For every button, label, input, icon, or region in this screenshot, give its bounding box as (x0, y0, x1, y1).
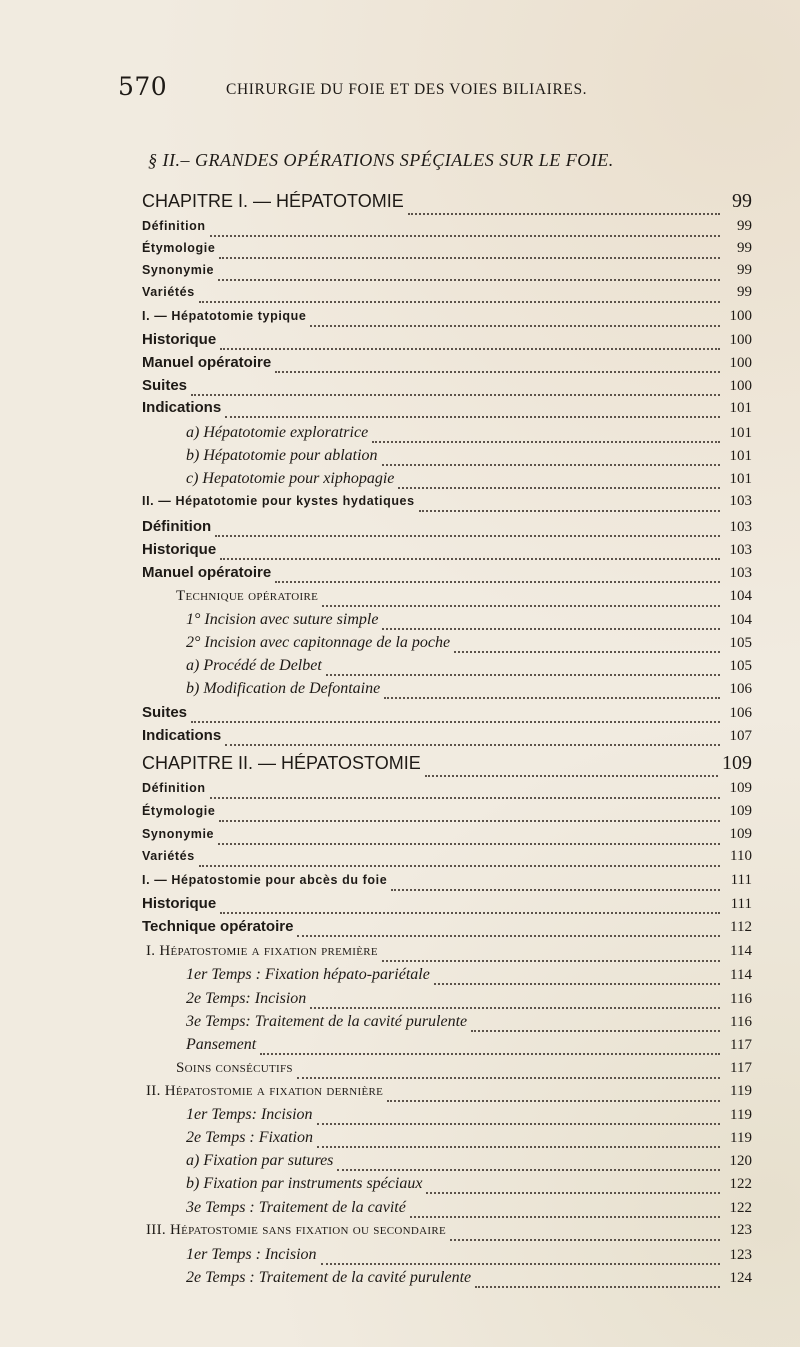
toc-entry (142, 918, 752, 940)
toc-entry-page: 123 (729, 1247, 752, 1263)
toc-entry-page: 103 (729, 565, 752, 581)
toc-entry (186, 447, 752, 469)
dot-leader (297, 935, 720, 937)
toc-entry (176, 1060, 752, 1082)
toc-entry-label: I. Hépatostomie a fixation première (146, 943, 378, 959)
dot-leader (260, 1053, 720, 1055)
toc-entry (142, 564, 752, 586)
dot-leader (426, 1192, 720, 1194)
toc-entry-page: 111 (730, 896, 752, 912)
toc-entry-label: b) Fixation par instruments spéciaux (186, 1175, 423, 1192)
dot-leader (275, 371, 720, 373)
toc-entry (186, 1269, 752, 1291)
toc-entry-label: Historique (142, 895, 217, 912)
dot-leader (471, 1030, 720, 1032)
toc-entry-page: 100 (729, 378, 752, 394)
toc-entry-label: II. — Hépatotomie pour kystes hydatiques (142, 494, 415, 508)
toc-entry (142, 752, 752, 780)
toc-entry-page: 105 (729, 658, 752, 674)
dot-leader (391, 889, 720, 891)
dot-leader (219, 820, 720, 822)
toc-entry-label: Manuel opératoire (142, 564, 272, 581)
dot-leader (384, 697, 720, 699)
toc-entry (142, 377, 752, 399)
toc-entry-label: Suites (142, 704, 188, 721)
toc-entry-page: 116 (730, 1014, 752, 1030)
toc-entry-page: 111 (730, 872, 752, 888)
dot-leader (454, 651, 720, 653)
toc-entry-label: 2e Temps : Traitement de la cavité purulente (186, 1269, 472, 1286)
toc-entry (146, 1083, 752, 1105)
dot-leader (382, 464, 720, 466)
dot-leader (382, 960, 720, 962)
dot-leader (322, 605, 720, 607)
toc-entry-label: Variétés (142, 849, 195, 863)
toc-entry-label: Définition (142, 219, 206, 233)
dot-leader (425, 775, 718, 777)
toc-entry-page: 101 (729, 425, 752, 441)
dot-leader (199, 865, 720, 867)
toc-entry-page: 103 (729, 542, 752, 558)
dot-leader (408, 213, 720, 215)
toc-entry-label: Historique (142, 541, 217, 558)
dot-leader (317, 1146, 720, 1148)
dot-leader (387, 1100, 720, 1102)
toc-entry-page: 100 (729, 332, 752, 348)
toc-entry-label: 2e Temps : Fixation (186, 1129, 313, 1146)
dot-leader (382, 628, 720, 630)
toc-entry-label: 2e Temps: Incision (186, 990, 307, 1007)
toc-entry-label: I. — Hépatostomie pour abcès du foie (142, 873, 388, 887)
toc-entry-label: Suites (142, 377, 188, 394)
dot-leader (450, 1239, 720, 1241)
toc-entry-label: b) Modification de Defontaine (186, 680, 381, 697)
toc-entry-label: c) Hepatotomie pour xiphopagie (186, 470, 395, 487)
toc-entry (142, 354, 752, 376)
toc-entry-page: 100 (729, 308, 752, 324)
toc-entry (186, 1036, 752, 1058)
dot-leader (297, 1077, 720, 1079)
dot-leader (410, 1216, 720, 1218)
dot-leader (220, 912, 720, 914)
toc-entry (186, 424, 752, 446)
toc-entry-page: 103 (729, 493, 752, 509)
toc-entry-label: Synonymie (142, 827, 215, 841)
dot-leader (372, 441, 720, 443)
toc-entry (142, 190, 752, 218)
toc-entry-label: Indications (142, 727, 222, 744)
toc-entry-page: 109 (729, 803, 752, 819)
toc-entry-label: 1er Temps: Incision (186, 1106, 313, 1123)
dot-leader (219, 257, 720, 259)
toc-entry-page: 119 (730, 1107, 752, 1123)
toc-entry-page: 119 (730, 1130, 752, 1146)
toc-entry (142, 826, 752, 848)
dot-leader (210, 235, 720, 237)
toc-entry-label: Définition (142, 518, 212, 535)
toc-entry-label: 1er Temps : Incision (186, 1246, 317, 1263)
toc-entry-page: 106 (729, 705, 752, 721)
toc-entry-label: a) Procédé de Delbet (186, 657, 322, 674)
toc-entry (146, 943, 752, 965)
page-number: 570 (118, 72, 168, 101)
toc-entry-page: 100 (729, 355, 752, 371)
toc-entry-page: 122 (729, 1200, 752, 1216)
dot-leader (475, 1286, 720, 1288)
dot-leader (191, 721, 720, 723)
toc-entry-page: 112 (730, 919, 752, 935)
dot-leader (326, 674, 720, 676)
dot-leader (337, 1169, 720, 1171)
toc-entry (186, 634, 752, 656)
toc-entry-page: 104 (729, 588, 752, 604)
toc-entry-label: Pansement (186, 1036, 257, 1053)
toc-entry-label: a) Fixation par sutures (186, 1152, 334, 1169)
toc-entry-label: Synonymie (142, 263, 215, 277)
toc-entry (142, 308, 752, 330)
dot-leader (220, 348, 720, 350)
toc-entry-page: 116 (730, 991, 752, 1007)
toc-entry-label: 1° Incision avec suture simple (186, 611, 379, 628)
toc-entry-page: 109 (729, 780, 752, 796)
toc-entry-label: 3e Temps: Traitement de la cavité purulente (186, 1013, 468, 1030)
toc-entry (142, 895, 752, 917)
toc-entry (186, 1199, 752, 1221)
toc-entry-page: 120 (729, 1153, 752, 1169)
toc-entry-page: 101 (729, 448, 752, 464)
toc-entry (186, 1106, 752, 1128)
toc-entry-label: 2° Incision avec capitonnage de la poche (186, 634, 451, 651)
toc-entry-page: 106 (729, 681, 752, 697)
toc-entry-page: 107 (729, 728, 752, 744)
toc-entry-label: Étymologie (142, 241, 216, 255)
toc-entry-page: 110 (730, 848, 752, 864)
dot-leader (191, 394, 720, 396)
toc-entry (186, 1013, 752, 1035)
dot-leader (220, 558, 720, 560)
toc-entry-page: 117 (730, 1037, 752, 1053)
toc-entry (146, 1222, 752, 1244)
toc-entry (142, 240, 752, 262)
dot-leader (225, 744, 720, 746)
toc-entry (186, 966, 752, 988)
dot-leader (215, 535, 720, 537)
toc-entry (142, 399, 752, 421)
toc-entry (142, 727, 752, 749)
dot-leader (210, 797, 720, 799)
dot-leader (275, 581, 720, 583)
toc-entry-label: 1er Temps : Fixation hépato-pariétale (186, 966, 430, 983)
dot-leader (434, 983, 720, 985)
toc-entry (186, 1152, 752, 1174)
dot-leader (419, 510, 720, 512)
dot-leader (310, 1007, 720, 1009)
toc-entry-label: II. Hépatostomie a fixation dernière (146, 1083, 384, 1099)
dot-leader (321, 1263, 720, 1265)
toc-entry-page: 101 (729, 400, 752, 416)
toc-entry-page: 114 (730, 967, 752, 983)
running-title: CHIRURGIE DU FOIE ET DES VOIES BILIAIRES. (226, 81, 588, 98)
toc-entry-label: a) Hépatotomie exploratrice (186, 424, 369, 441)
toc-entry (142, 331, 752, 353)
toc-entry (142, 518, 752, 540)
dot-leader (398, 487, 720, 489)
toc-entry-label: Historique (142, 331, 217, 348)
toc-entry-page: 99 (737, 262, 752, 278)
toc-entry-label: CHAPITRE II. — HÉPATOSTOMIE (142, 753, 421, 773)
toc-entry (142, 262, 752, 284)
toc-entry-label: I. — Hépatotomie typique (142, 309, 307, 323)
toc-entry-label: Soins consécutifs (176, 1060, 293, 1076)
toc-entry (142, 780, 752, 802)
toc-entry-page: 99 (737, 218, 752, 234)
toc-entry (186, 990, 752, 1012)
toc-entry-label: 3e Temps : Traitement de la cavité (186, 1199, 406, 1216)
dot-leader (218, 279, 720, 281)
toc-entry-label: Étymologie (142, 804, 216, 818)
toc-entry-label: Définition (142, 781, 206, 795)
section-heading: § II.– GRANDES OPÉRATIONS SPÉÇIALES SUR LE FOIE. (148, 150, 614, 170)
toc-entry (142, 872, 752, 894)
toc-entry-label: Technique opératoire (142, 918, 294, 935)
dot-leader (317, 1123, 720, 1125)
toc-entry-label: CHAPITRE I. — HÉPATOTOMIE (142, 191, 404, 211)
toc-entry (186, 680, 752, 702)
toc-entry-label: Technique opératoire (176, 588, 319, 604)
toc-entry-page: 124 (729, 1270, 752, 1286)
toc-entry (176, 588, 752, 610)
toc-entry (142, 541, 752, 563)
toc-entry (186, 611, 752, 633)
toc-entry-page: 99 (732, 190, 752, 212)
toc-entry (186, 470, 752, 492)
toc-entry-label: Manuel opératoire (142, 354, 272, 371)
toc-entry-page: 117 (730, 1060, 752, 1076)
toc-entry-label: Indications (142, 399, 222, 416)
toc-entry (142, 704, 752, 726)
toc-entry (186, 1175, 752, 1197)
toc-entry-page: 101 (729, 471, 752, 487)
toc-entry-label: III. Hépatostomie sans fixation ou secondaire (146, 1222, 446, 1238)
toc-entry (142, 803, 752, 825)
toc-entry-page: 114 (730, 943, 752, 959)
toc-entry (186, 657, 752, 679)
dot-leader (225, 416, 720, 418)
toc-entry-page: 105 (729, 635, 752, 651)
toc-entry (142, 493, 752, 515)
toc-entry (142, 848, 752, 870)
toc-entry-label: Variétés (142, 285, 195, 299)
toc-entry (142, 284, 752, 306)
toc-entry (142, 218, 752, 240)
dot-leader (218, 843, 720, 845)
toc-entry-page: 104 (729, 612, 752, 628)
toc-entry-page: 109 (729, 826, 752, 842)
dot-leader (310, 325, 720, 327)
toc-entry-page: 99 (737, 284, 752, 300)
toc-entry-page: 123 (729, 1222, 752, 1238)
toc-entry (186, 1246, 752, 1268)
toc-entry-page: 99 (737, 240, 752, 256)
dot-leader (199, 301, 720, 303)
toc-entry (186, 1129, 752, 1151)
toc-entry-page: 103 (729, 519, 752, 535)
toc-entry-page: 109 (722, 752, 752, 774)
toc-entry-page: 122 (729, 1176, 752, 1192)
toc-entry-page: 119 (730, 1083, 752, 1099)
toc-entry-label: b) Hépatotomie pour ablation (186, 447, 378, 464)
